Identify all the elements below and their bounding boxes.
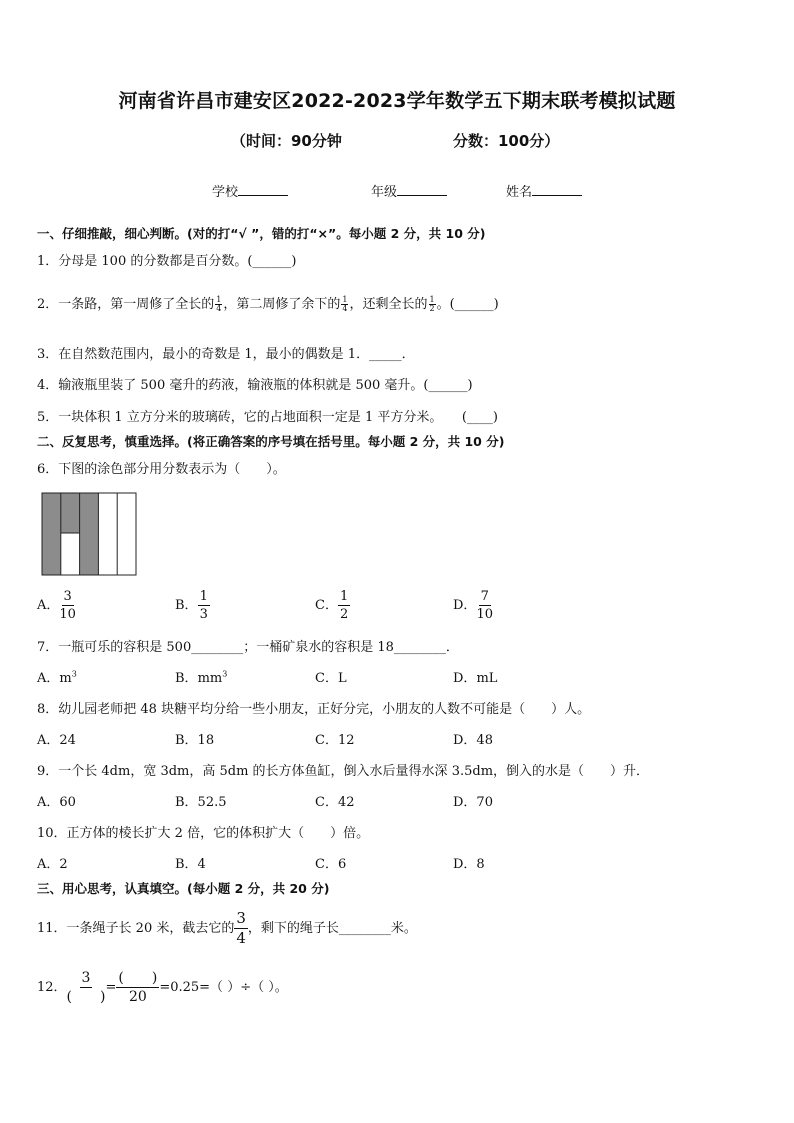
q6-option-a[interactable]: A． $\frac{3}{10}$ bbox=[37, 589, 76, 622]
question-12: 12． $\frac{3}{( )}$ = $\frac{( )}{20}$ =0.25=（ ）÷（ ）。 bbox=[37, 970, 288, 1005]
grade-label: 年级 bbox=[371, 185, 398, 200]
q8-option-d[interactable]: D．48 bbox=[453, 733, 493, 748]
q10-option-c[interactable]: C．6 bbox=[315, 857, 347, 872]
q8-option-a[interactable]: A．24 bbox=[37, 733, 76, 748]
q8-option-b[interactable]: B．18 bbox=[175, 733, 215, 748]
question-3: 3．在自然数范围内，最小的奇数是 1，最小的偶数是 1．_____． bbox=[37, 347, 415, 362]
q10-option-a[interactable]: A．2 bbox=[37, 857, 68, 872]
section1-heading: 一、仔细推敲，细心判断。(对的打“√ ”，错的打“×”。每小题 2 分，共 10 分) bbox=[37, 226, 486, 241]
exam-score: 分数：100分） bbox=[453, 132, 560, 150]
q10-option-d[interactable]: D．8 bbox=[453, 857, 485, 872]
shaded-column-2-top bbox=[61, 493, 80, 533]
section2-heading: 二、反复思考，慎重选择。(将正确答案的序号填在括号里。每小题 2 分，共 10 分) bbox=[37, 434, 505, 449]
shaded-column-3 bbox=[80, 493, 99, 575]
question-11: 11．一条绳子长 20 米，截去它的 $\frac{3}{4}$ ，剩下的绳子长________米。 bbox=[37, 909, 417, 947]
question-9: 9．一个长 4dm，宽 3dm，高 5dm 的长方体鱼缸，倒入水后量得水深 3.5dm，倒入的水是（ ）升． bbox=[37, 764, 650, 779]
q6-option-d[interactable]: D． $\frac{7}{10}$ bbox=[453, 589, 493, 622]
exam-time: （时间：90分钟 bbox=[231, 132, 342, 150]
question-10: 10．正方体的棱长扩大 2 倍，它的体积扩大（ ）倍。 bbox=[37, 826, 370, 841]
q7-option-b[interactable]: B．$mm^3$ bbox=[175, 669, 228, 686]
q7-option-d[interactable]: D．mL bbox=[453, 671, 498, 686]
grade-field[interactable] bbox=[371, 181, 447, 200]
page-title: 河南省许昌市建安区2022-2023学年数学五下期末联考模拟试题 bbox=[118, 90, 676, 112]
q9-option-a[interactable]: A．60 bbox=[37, 795, 76, 810]
q9-option-d[interactable]: D．70 bbox=[453, 795, 493, 810]
question-8: 8．幼儿园老师把 48 块糖平均分给一些小朋友，正好分完，小朋友的人数不可能是（ ）人。 bbox=[37, 702, 591, 717]
question-1: 1．分母是 100 的分数都是百分数。(______) bbox=[37, 254, 297, 269]
q8-option-c[interactable]: C．12 bbox=[315, 733, 355, 748]
school-field[interactable] bbox=[212, 181, 288, 200]
q10-option-b[interactable]: B．4 bbox=[175, 857, 206, 872]
q9-option-b[interactable]: B．52.5 bbox=[175, 795, 227, 810]
question-7: 7．一瓶可乐的容积是 500________；一桶矿泉水的容积是 18________． bbox=[37, 640, 459, 655]
name-label: 姓名 bbox=[506, 185, 533, 200]
q6-option-c[interactable]: C． $\frac{1}{2}$ bbox=[315, 589, 349, 622]
section3-heading: 三、用心思考，认真填空。(每小题 2 分，共 20 分) bbox=[37, 881, 330, 896]
question-6: 6．下图的涂色部分用分数表示为（ ）。 bbox=[37, 462, 286, 477]
shaded-column-1 bbox=[42, 493, 61, 575]
school-label: 学校 bbox=[212, 185, 239, 200]
q7-option-a[interactable]: A．$m^3$ bbox=[37, 669, 77, 686]
question-2: 2．一条路，第一周修了全长的 $\frac{1}{4}$ ，第二周修了余下的 $\frac{1}{4}$ ，还剩全长的 $\frac{1}{2}$ 。(______) bbox=[37, 295, 499, 313]
q9-option-c[interactable]: C．42 bbox=[315, 795, 355, 810]
q7-option-c[interactable]: C．L bbox=[315, 671, 347, 686]
question-5: 5．一块体积 1 立方分米的玻璃砖，它的占地面积一定是 1 平方分米。 (____) bbox=[37, 410, 498, 425]
shaded-rectangle-figure bbox=[41, 492, 137, 576]
question-4: 4．输液瓶里装了 500 毫升的药液，输液瓶的体积就是 500 毫升。(______) bbox=[37, 378, 473, 393]
name-field[interactable] bbox=[506, 181, 582, 200]
q6-option-b[interactable]: B． $\frac{1}{3}$ bbox=[175, 589, 208, 622]
